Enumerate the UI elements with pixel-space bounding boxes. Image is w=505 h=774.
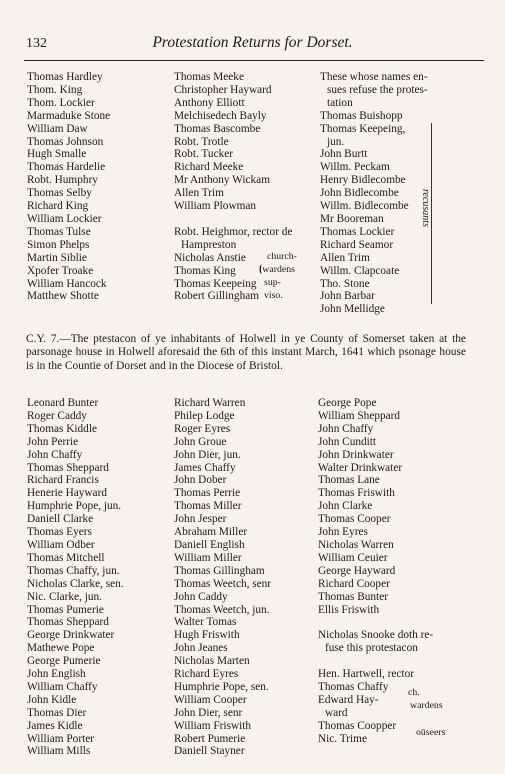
name-line: Thomas Sheppard xyxy=(27,616,109,629)
overseers-note: oūseers xyxy=(416,727,446,738)
name-line: Edward Hay- xyxy=(318,693,379,706)
name-line: Thomas Selby xyxy=(27,187,92,200)
name-line: Walter Drinkwater xyxy=(318,461,403,474)
name-line: Robt. Humphry xyxy=(27,174,98,187)
cy-paragraph xyxy=(26,333,466,373)
name-line: Nicholas Marten xyxy=(174,655,250,668)
name-line: Leonard Bunter xyxy=(27,397,99,409)
name-line: Thomas King xyxy=(174,264,236,277)
name-line: Nicholas Snooke doth re- xyxy=(318,629,434,642)
churchwardens-note-2: ⦗wardens xyxy=(259,264,295,275)
name-line: John Bidlecombe xyxy=(320,187,399,200)
name-line: Anthony Elliott xyxy=(174,96,245,109)
name-line: John Burtt xyxy=(320,148,368,161)
name-line: Thomas Bunter xyxy=(318,590,388,603)
name-line: William Cooper xyxy=(174,693,247,706)
name-line: Martin Siblie xyxy=(27,251,87,264)
name-line: Thomas Weetch, senr xyxy=(174,577,272,590)
name-line: John Groue xyxy=(174,435,227,448)
name-line: William Daw xyxy=(27,122,88,135)
churchwardens-note-1: church- xyxy=(267,251,297,262)
name-line xyxy=(174,213,292,226)
name-line: Hampreston xyxy=(181,238,237,251)
name-line: George Drinkwater xyxy=(27,629,115,642)
name-line: Richard Eyres xyxy=(174,668,239,681)
name-line: jun. xyxy=(327,135,345,148)
name-line: Thomas Pumerie xyxy=(27,603,104,616)
section1-column-1 xyxy=(27,71,110,303)
name-line: John Chaffy xyxy=(318,422,374,435)
name-line: William Ceuier xyxy=(318,551,388,564)
name-line: Ellis Friswith xyxy=(318,603,380,616)
name-line: Philep Lodge xyxy=(174,409,235,422)
name-line: John Mellidge xyxy=(320,303,385,316)
supervisors-note-1: sup- xyxy=(264,277,281,288)
name-line: John Dier, senr xyxy=(174,706,243,719)
name-line: Henry Bidlecombe xyxy=(320,174,406,187)
name-line: Thom. King xyxy=(27,83,83,96)
name-line: Hugh Smalle xyxy=(27,148,87,161)
name-line: John Drinkwater xyxy=(318,448,394,461)
name-line: William Lockier xyxy=(27,212,102,225)
name-line: Thomas Lane xyxy=(318,474,380,487)
name-line: John Eyres xyxy=(318,526,368,539)
name-line: Thomas Johnson xyxy=(27,135,104,148)
name-line: Nic. Clarke, jun. xyxy=(27,590,102,603)
name-line: George Hayward xyxy=(318,564,396,577)
name-line: John Kidle xyxy=(27,693,77,706)
name-line: Nic. Trime xyxy=(318,732,367,745)
name-line: tation xyxy=(327,96,353,109)
name-line: Daniell English xyxy=(174,538,245,551)
name-line: Thomas Cooper xyxy=(318,513,391,526)
name-line: Robert Pumerie xyxy=(174,732,246,745)
name-line: Richard Warren xyxy=(174,397,246,409)
name-line: Walter Tomas xyxy=(174,616,237,629)
name-line: Allen Trim xyxy=(320,251,370,264)
name-line: fuse this protestacon xyxy=(325,642,418,655)
name-line: Christopher Hayward xyxy=(174,83,272,96)
name-line: Robt. Trotle xyxy=(174,135,229,148)
cy-label: C.Y. 7. xyxy=(26,333,60,345)
name-line: Melchisedech Bayly xyxy=(174,109,267,122)
churchwardens-note-2-text: wardens xyxy=(262,264,295,275)
name-line: Richard King xyxy=(27,200,89,213)
name-line: Matthew Shotte xyxy=(27,290,99,303)
name-line: Willm. Clapcoate xyxy=(320,264,400,277)
name-line: William Miller xyxy=(174,551,242,564)
name-line: Thomas Miller xyxy=(174,500,242,513)
name-line: Robt. Tucker xyxy=(174,148,234,161)
section2-column-2 xyxy=(174,397,271,758)
name-line: Tho. Stone xyxy=(320,277,370,290)
name-line: Thomas Buishopp xyxy=(320,109,403,122)
name-line: Nicholas Anstie xyxy=(174,251,246,264)
name-line: Thom. Lockier xyxy=(27,96,95,109)
name-line: Roger Caddy xyxy=(27,409,87,422)
name-line: Henerie Hayward xyxy=(27,487,107,500)
name-line: Thomas Dier xyxy=(27,706,87,719)
name-line: Thomas Chaffy, jun. xyxy=(27,564,120,577)
name-line: John Jeanes xyxy=(174,642,228,655)
name-line: Hen. Hartwell, rector xyxy=(318,668,414,681)
name-line xyxy=(318,616,433,629)
name-line: Thomas Chaffy xyxy=(318,680,389,693)
name-line: William Chaffy xyxy=(27,680,98,693)
name-line: Thomas Gillingham xyxy=(174,564,265,577)
name-line: William Mills xyxy=(27,745,91,758)
name-line: Humphrie Pope, sen. xyxy=(174,680,269,693)
name-line: Thomas Keepeing, xyxy=(320,122,406,135)
name-line: George Pumerie xyxy=(27,655,101,668)
name-line: Robt. Heighmor, rector de xyxy=(174,225,293,238)
name-line: Thomas Coopper xyxy=(318,719,397,732)
name-line: John Chaffy xyxy=(27,448,83,461)
name-line: Richard Seamor xyxy=(320,238,394,251)
header-rule xyxy=(24,60,484,61)
name-line: Daniell Clarke xyxy=(27,513,94,526)
name-line: Thomas Hardelie xyxy=(27,161,106,174)
recusants-label: recusants xyxy=(420,189,431,227)
name-line: Marmaduke Stone xyxy=(27,109,111,122)
name-line: Hugh Friswith xyxy=(174,629,240,642)
name-line: William Hancock xyxy=(27,277,107,290)
wardens-note: wardens xyxy=(410,700,443,711)
name-line: John Jesper xyxy=(174,513,227,526)
name-line: Roger Eyres xyxy=(174,422,231,435)
name-line: Abraham Miller xyxy=(174,526,248,539)
name-line: William Odber xyxy=(27,538,95,551)
name-line: John Dober xyxy=(174,474,227,487)
name-line: Daniell Stayner xyxy=(174,745,245,758)
name-line: Willm. Peckam xyxy=(320,161,390,174)
cy-text: —The ptestacon of ye inhabitants of Holwell in ye County of Somerset taken at the parsonage house in Holwell aforesaid the 6th of this instant March, 1641 which psonage house is in the Countie of Dorset and in the Diocese of Bristol. xyxy=(26,333,466,372)
name-line: John Perrie xyxy=(27,435,79,448)
name-line: James Chaffy xyxy=(174,461,236,474)
name-line: Humphrie Pope, jun. xyxy=(27,500,122,513)
name-line: Thomas Lockier xyxy=(320,225,395,238)
supervisors-note-2: viso. xyxy=(264,290,283,301)
name-line: Thomas Kiddle xyxy=(27,422,97,435)
name-line: John Barbar xyxy=(320,290,375,303)
name-line: William Porter xyxy=(27,732,94,745)
name-line: sues refuse the protes- xyxy=(327,83,428,96)
name-line: Thomas Weetch, jun. xyxy=(174,603,270,616)
name-line: Thomas Keepeing xyxy=(174,277,257,290)
page-number: 132 xyxy=(26,36,47,51)
name-line: Thomas Mitchell xyxy=(27,551,105,564)
name-line: Thomas Eyers xyxy=(27,526,92,539)
name-line: William Friswith xyxy=(174,719,252,732)
name-line: Willm. Bidlecombe xyxy=(320,200,409,213)
section1-column-3 xyxy=(320,71,428,316)
name-line: Richard Cooper xyxy=(318,577,390,590)
name-line: Allen Trim xyxy=(174,187,224,200)
name-line: Mr Anthony Wickam xyxy=(174,174,270,187)
name-line: George Pope xyxy=(318,397,377,409)
running-title: Protestation Returns for Dorset. xyxy=(152,34,353,51)
name-line: William Plowman xyxy=(174,200,257,213)
name-line: Thomas Hardley xyxy=(27,71,103,83)
name-line: Simon Phelps xyxy=(27,238,90,251)
name-line: Thomas Sheppard xyxy=(27,461,109,474)
name-line: Thomas Friswith xyxy=(318,487,395,500)
name-line: ward xyxy=(325,706,348,719)
name-line: Robert Gillingham xyxy=(174,290,260,303)
name-line: Mathewe Pope xyxy=(27,642,95,655)
section2-column-1 xyxy=(27,397,124,758)
name-line: Nicholas Clarke, sen. xyxy=(27,577,124,590)
name-line: John Dier, jun. xyxy=(174,448,241,461)
name-line: Richard Meeke xyxy=(174,161,244,174)
name-line: John Cunditt xyxy=(318,435,377,448)
name-line xyxy=(318,655,433,668)
name-line: Thomas Meeke xyxy=(174,71,244,83)
ch-note: ch. xyxy=(408,687,420,698)
name-line: John Clarke xyxy=(318,500,373,513)
name-line: Xpofer Troake xyxy=(27,264,94,277)
name-line: James Kidle xyxy=(27,719,83,732)
name-line: Richard Francis xyxy=(27,474,99,487)
name-line: Nicholas Warren xyxy=(318,538,394,551)
name-line: Mr Booreman xyxy=(320,212,384,225)
name-line: William Sheppard xyxy=(318,409,401,422)
name-line: John English xyxy=(27,668,86,681)
name-line: These whose names en- xyxy=(320,71,428,83)
name-line: Thomas Perrie xyxy=(174,487,241,500)
name-line: Thomas Bascombe xyxy=(174,122,261,135)
name-line: John Caddy xyxy=(174,590,228,603)
name-line: Thomas Tulse xyxy=(27,225,91,238)
